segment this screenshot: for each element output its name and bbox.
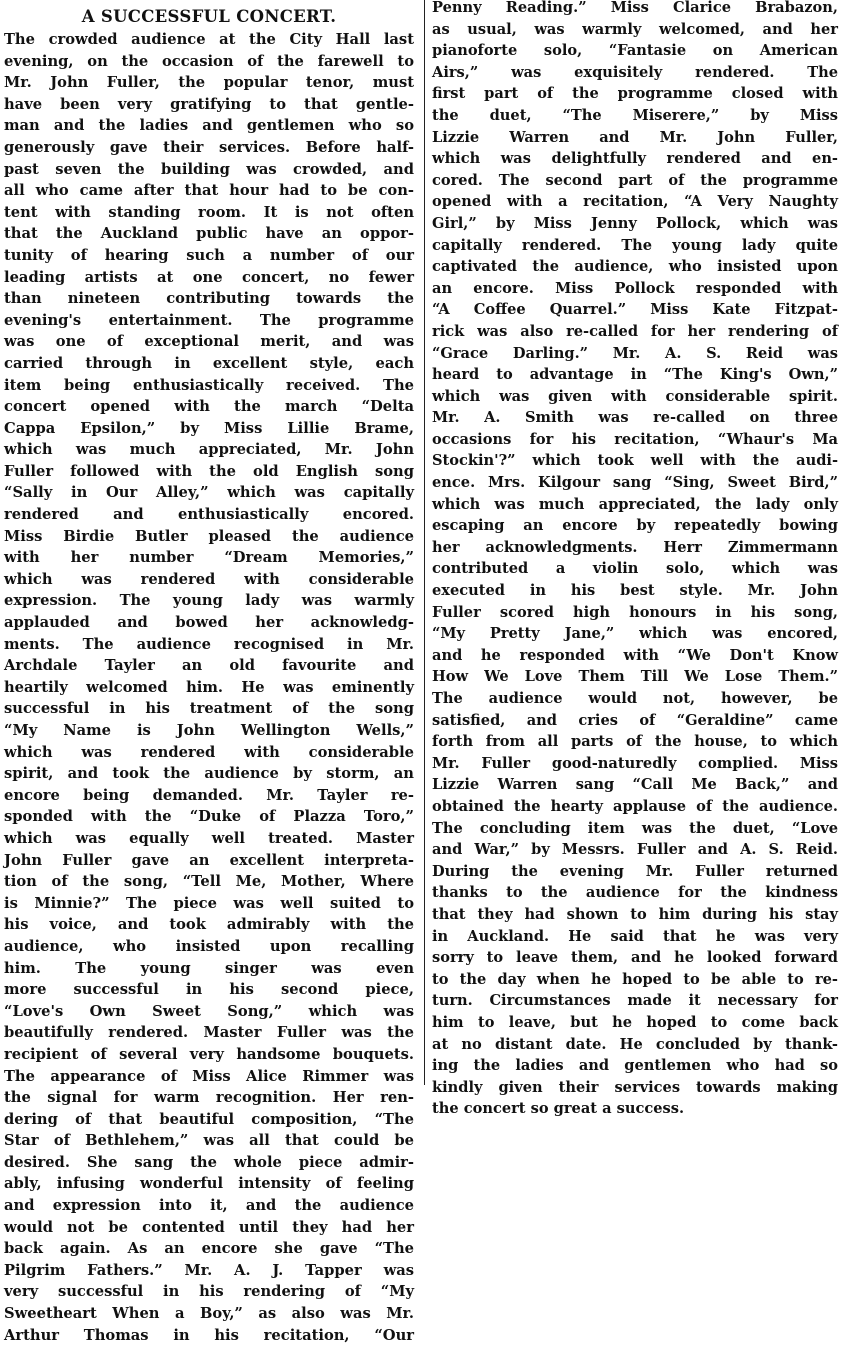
text-line: than nineteen contributing towards the [4, 290, 414, 308]
text-line: Airs,” was exquisitely rendered. The [432, 63, 838, 81]
text-line: ably, infusing wonderful intensity of feeling [4, 1175, 414, 1193]
text-line: that the Auckland public have an oppor- [4, 225, 414, 243]
text-line: “My Name is John Wellington Wells,” [4, 722, 414, 739]
text-line: carried through in excellent style, each [4, 354, 414, 372]
text-line: the duet, “The Miserere,” by Miss [432, 106, 838, 124]
text-line: “Sally in Our Alley,” which was capitally [4, 484, 414, 502]
text-line: pianoforte solo, “Fantasie on American [432, 42, 838, 60]
text-line: Mr. John Fuller, the popular tenor, must [4, 74, 414, 92]
text-line: which was given with considerable spirit. [432, 387, 838, 405]
text-line: audience, who insisted upon recalling [4, 937, 414, 955]
text-line: applauded and bowed her acknowledg- [4, 614, 414, 632]
text-line: cored. The second part of the programme [432, 171, 838, 189]
text-line: Penny Reading.” Miss Clarice Brabazon, [432, 0, 838, 16]
text-line: executed in his best style. Mr. John [432, 582, 838, 600]
text-line: spirit, and took the audience by storm, an [4, 765, 414, 783]
text-line: leading artists at one concert, no fewer [4, 268, 414, 286]
text-line: which was delightfully rendered and en- [432, 150, 838, 168]
text-line: to the day when he hoped to be able to re- [432, 970, 838, 988]
right-column [432, 0, 838, 1118]
text-line: capitally rendered. The young lady quite [432, 236, 838, 254]
text-line: Arthur Thomas in his recitation, “Our [4, 1326, 414, 1344]
text-line: which was much appreciated, the lady only [432, 495, 838, 513]
text-line: first part of the programme closed with [432, 85, 838, 103]
text-line: all who came after that hour had to be con- [4, 182, 414, 200]
text-line: sponded with the “Duke of Plazza Toro,” [4, 808, 414, 826]
text-line: his voice, and took admirably with the [4, 916, 414, 934]
text-line: have been very gratifying to that gentle- [4, 95, 414, 113]
text-line: which was rendered with considerable [4, 570, 414, 588]
text-line: escaping an encore by repeatedly bowing [432, 517, 838, 535]
article-headline: A SUCCESSFUL CONCERT. [81, 7, 337, 26]
text-line: tent with standing room. It is not often [4, 203, 414, 221]
text-line: How We Love Them Till We Lose Them.” [432, 668, 838, 686]
text-line: expression. The young lady was warmly [4, 592, 414, 610]
text-line: John Fuller gave an excellent interpreta- [4, 851, 414, 869]
text-line: ments. The audience recognised in Mr. [4, 635, 414, 653]
text-line: Stockin'?” which took well with the audi- [432, 452, 838, 470]
text-line: The appearance of Miss Alice Rimmer was [4, 1067, 414, 1085]
text-line: “My Pretty Jane,” which was encored, [432, 625, 838, 643]
text-line: recipient of several very handsome bouquets. [4, 1045, 414, 1063]
text-line: rendered and enthusiastically encored. [4, 506, 414, 524]
text-line: her acknowledgments. Herr Zimmermann [432, 538, 838, 556]
text-line: “Love's Own Sweet Song,” which was [4, 1002, 414, 1020]
text-line: Lizzie Warren sang “Call Me Back,” and [432, 776, 838, 794]
text-line: and War,” by Messrs. Fuller and A. S. Reid. [432, 841, 838, 859]
text-line: ence. Mrs. Kilgour sang “Sing, Sweet Bird,” [432, 474, 838, 492]
text-line: Fuller scored high honours in his song, [432, 603, 838, 621]
text-line: would not be contented until they had her [4, 1218, 414, 1236]
text-line: satisfied, and cries of “Geraldine” came [432, 711, 838, 729]
text-line: Star of Bethlehem,” was all that could be [4, 1132, 414, 1150]
text-line: him. The young singer was even [4, 959, 414, 977]
text-line: the signal for warm recognition. Her ren- [4, 1089, 414, 1107]
text-line: is Minnie?” The piece was well suited to [4, 894, 414, 912]
text-line: desired. She sang the whole piece admir- [4, 1153, 414, 1171]
text-line: kindly given their services towards making [432, 1078, 838, 1096]
column-divider [424, 0, 425, 1085]
text-line: opened with a recitation, “A Very Naughty [432, 193, 838, 211]
text-line: an encore. Miss Pollock responded with [432, 279, 838, 297]
text-line: Cappa Epsilon,” by Miss Lillie Brame, [4, 419, 414, 437]
text-line: beautifully rendered. Master Fuller was the [4, 1024, 414, 1042]
text-line: “A Coffee Quarrel.” Miss Kate Fitzpat- [432, 301, 838, 319]
text-line: with her number “Dream Memories,” [4, 549, 414, 567]
text-line: Fuller followed with the old English song [4, 462, 414, 480]
text-line: Girl,” by Miss Jenny Pollock, which was [432, 214, 838, 232]
text-line: back again. As an encore she gave “The [4, 1240, 414, 1258]
text-line: Pilgrim Fathers.” Mr. A. J. Tapper was [4, 1261, 414, 1279]
text-line: Mr. A. Smith was re-called on three [432, 409, 838, 427]
text-line: turn. Circumstances made it necessary for [432, 992, 838, 1010]
text-line: thanks to the audience for the kindness [432, 884, 838, 902]
right-column-text [432, 0, 838, 1120]
text-line: encore being demanded. Mr. Tayler re- [4, 786, 414, 804]
left-column [4, 0, 414, 1344]
text-line: Archdale Tayler an old favourite and [4, 657, 414, 675]
text-line: contributed a violin solo, which was [432, 560, 838, 578]
left-column-text [4, 29, 414, 1346]
text-line: man and the ladies and gentlemen who so [4, 117, 414, 135]
text-line: him to leave, but he hoped to come back [432, 1013, 838, 1031]
text-line: forth from all parts of the house, to which [432, 733, 838, 751]
text-line: captivated the audience, who insisted upon [432, 258, 838, 276]
text-line: past seven the building was crowded, and [4, 160, 414, 178]
text-line: and expression into it, and the audience [4, 1197, 414, 1215]
text-line: generously gave their services. Before half- [4, 138, 414, 156]
text-line: heartily welcomed him. He was eminently [4, 678, 414, 696]
text-line: item being enthusiastically received. The [4, 376, 414, 394]
text-line: and he responded with “We Don't Know [432, 646, 838, 664]
text-line: was one of exceptional merit, and was [4, 333, 414, 351]
text-line: evening, on the occasion of the farewell to [4, 52, 414, 70]
text-line: The crowded audience at the City Hall last [4, 31, 414, 48]
text-line: the concert so great a success. [432, 1100, 685, 1118]
text-line: “Grace Darling.” Mr. A. S. Reid was [432, 344, 838, 362]
text-line: in Auckland. He said that he was very [432, 927, 838, 945]
text-line: During the evening Mr. Fuller returned [432, 862, 838, 880]
text-line: occasions for his recitation, “Whaur's Ma [432, 430, 838, 448]
text-line: which was equally well treated. Master [4, 829, 414, 847]
text-line: heard to advantage in “The King's Own,” [432, 366, 838, 384]
text-line: ing the ladies and gentlemen who had so [432, 1057, 838, 1075]
text-line: obtained the hearty applause of the audience. [432, 797, 838, 815]
text-line: sorry to leave them, and he looked forward [432, 949, 838, 967]
text-line: Sweetheart When a Boy,” as also was Mr. [4, 1305, 414, 1323]
text-line: successful in his treatment of the song [4, 700, 414, 718]
text-line: that they had shown to him during his stay [432, 905, 838, 923]
text-line: dering of that beautiful composition, “The [4, 1110, 414, 1128]
text-line: Lizzie Warren and Mr. John Fuller, [432, 128, 838, 146]
text-line: at no distant date. He concluded by thank- [432, 1035, 838, 1053]
text-line: which was rendered with considerable [4, 743, 414, 761]
text-line: rick was also re-called for her rendering of [432, 322, 838, 340]
text-line: The audience would not, however, be [432, 690, 838, 707]
text-line: as usual, was warmly welcomed, and her [432, 20, 838, 38]
text-line: Mr. Fuller good-naturedly complied. Miss [432, 754, 838, 772]
text-line: which was much appreciated, Mr. John [4, 441, 414, 459]
text-line: tion of the song, “Tell Me, Mother, Where [4, 873, 414, 891]
text-line: Miss Birdie Butler pleased the audience [4, 527, 414, 545]
text-line: concert opened with the march “Delta [4, 398, 414, 416]
text-line: The concluding item was the duet, “Love [432, 819, 838, 837]
text-line: tunity of hearing such a number of our [4, 246, 414, 264]
text-line: evening's entertainment. The programme [4, 311, 414, 329]
text-line: very successful in his rendering of “My [4, 1283, 414, 1301]
text-line: more successful in his second piece, [4, 981, 414, 999]
